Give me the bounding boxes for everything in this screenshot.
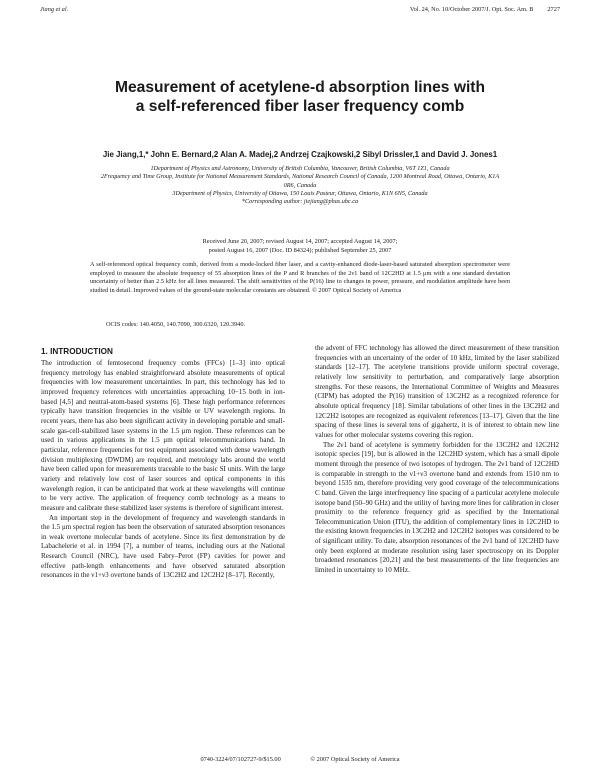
corresponding-author: *Corresponding author: jiejiang@phas.ubc.ca	[241, 198, 359, 206]
ocis-codes: OCIS codes: 140.4050, 140.7090, 300.6320, 120.3940.	[106, 321, 246, 328]
intro-paragraph-1: The introduction of femtosecond frequency combs (FFCs) [1–3] into optical frequency metrology has enabled straightforward absolute measurements of optical frequencies with low measurement uncertainties. In part, this technology has led to improved frequency references with uncertainties approaching 10−15 both in ion-based [4,5] and neutral-atom-based systems [6]. These high performance references typically have transition frequencies in the visible or UV wavelength regions. In recent years, there has also been significant activity in developing portable and small-scale gas-cell-stabilized laser systems in the 1.5 μm region. These references can be used in various applications in the 1.5 μm optical telecommunications band. In particular, reference frequencies for test equipment associated with dense wavelength division multiplexing (DWDM) are required, and metrology labs around the world have been called upon for measurements traceable to the basic SI units. With the large variety and relatively low cost of laser sources and optical components in this wavelength region, it can be anticipated that work at these wavelengths will continue to be very active. The application of frequency comb technology as a means to measure and calibrate these stabilized laser systems is therefore of significant interest.	[41, 359, 285, 512]
running-head-journal	[410, 6, 560, 13]
intro-paragraph-2: An important step in the development of frequency and wavelength standards in the 1.5 μm spectral region has been the observation of saturated absorption resonances in weak overtone molecular bands of acetylene. Since its first demonstration by de Labachelerie et al. in 1994 [7], a number of teams, including ours at the National Research Council (NRC), have used Fabry–Perot (FP) cavities for power and effective path-length enhancements and have observed saturated absorption resonances in the ν1+ν3 overtone bands of 13C2H2 and 12C2H2 [8–17]. Recently,	[41, 513, 285, 580]
author-list: Jie Jiang,1,* John E. Bernard,2 Alan A. Madej,2 Andrzej Czajkowski,2 Sibyl Drissler,1 and David J. Jones1	[102, 150, 498, 159]
footer-copyright: © 2007 Optical Society of America	[310, 756, 400, 763]
received-dates	[40, 238, 560, 256]
paper-title	[40, 78, 560, 116]
journal-citation: Vol. 24, No. 10/October 2007/J. Opt. Soc. Am. B	[409, 6, 534, 13]
intro-paragraph-4: The 2ν1 band of acetylene is symmetry forbidden for the 13C2H2 and 12C2H2 isotopic species [19], but is allowed in the 12C2HD system, which has a small dipole moment through the presence of two isotopes of hydrogen. The 2ν1 band of 12C2HD is comparable in strength to the ν1+ν3 overtone band and extends from 1510 nm to beyond 1535 nm, therefore providing very good coverage of the telecommunications C band. Given the large interfrequency line spacing of a particular acetylene molecule isotope band (50–90 GHz) and the utility of having more lines for calibration in closer proximity to the reference frequency grid as specified by the International Telecommunication Union (ITU), the addition of complementary lines in 12C2HD to the existing known frequencies in 13C2H2 and 12C2H2 isotopes was considered to be of significant utility. To date, absorption resonances of the 2ν1 band of 12C2HD have only been explored at moderate resolution using laser spectroscopy on its Doppler broadened resonances [20,21] and the best measurements of the line frequencies are limited in uncertainty to 10 MHz.	[315, 440, 559, 575]
affiliation-3: 3Department of Physics, University of Ottawa, 150 Louis Pasteur, Ottawa, Ontario, K1N 6N5, Canada	[172, 189, 428, 197]
received-line-2: posted August 16, 2007 (Doc. ID 84324); published September 25, 2007	[208, 246, 392, 254]
section-title: 1. INTRODUCTION	[41, 347, 113, 356]
affiliation-2: 2Frequency and Time Group, Institute for National Measurement Standards, National Research Council of Canada, 1200 Montreal Road, Ottawa, Ontario, K1A 0R6, Canada	[100, 173, 500, 189]
abstract	[90, 261, 510, 295]
right-column	[315, 344, 559, 576]
intro-paragraph-3: the advent of FFC technology has allowed the direct measurement of these transition frequencies with an uncertainty of the order of 10 kHz, limited by the laser stabilized standards [12–17]. The acetylene transitions provide uniform spectral coverage, relatively low sensitivity to perturbation, and comparatively large absorption strengths. For these reasons, the International Committee of Weights and Measures (CIPM) has adopted the P(16) transition of 13C2H2 as a recognized reference for absolute optical frequency [18]. Similar tabulations of other lines in the 13C2H2 and 12C2H2 isotopes are recognized as equivalent references [13–17]. Given that the line spacing of these lines is several tens of gigahertz, it is of interest to obtain new line values for other molecular systems covering this region.	[315, 344, 559, 439]
page-number: 2727	[547, 6, 560, 13]
affiliations	[100, 165, 500, 206]
footer-issn: 0740-3224/07/102727-9/$15.00	[200, 756, 281, 763]
abstract-text: A self-referenced optical frequency comb, derived from a mode-locked fiber laser, and a cavity-enhanced diode-laser-based saturated absorption spectrometer were employed to measure the absolute frequency of 55 absorption lines of the P and R branches of the 2ν1 band of 12C2HD at 1.5 μm with a one standard deviation uncertainty of better than 2.5 kHz for all lines measured. The shift sensitivities of the P(16) line to changes in power, pressure, and modulation amplitude have been studied in detail. Improved values of the ground-state molecular constants are obtained. © 2007 Optical Society of America	[90, 261, 510, 294]
title-line-2: a self-referenced fiber laser frequency comb	[135, 98, 465, 115]
running-head-authors: Jiang et al.	[40, 6, 69, 13]
page-footer	[40, 756, 560, 763]
affiliation-1: 1Department of Physics and Astronomy, University of British Columbia, Vancouver, British Columbia, V6T 1Z1, Canada	[150, 165, 450, 172]
left-column	[41, 359, 285, 581]
received-line-1: Received June 20, 2007; revised August 14, 2007; accepted August 14, 2007;	[202, 238, 398, 245]
title-line-1: Measurement of acetylene-d absorption lines with	[115, 79, 485, 96]
